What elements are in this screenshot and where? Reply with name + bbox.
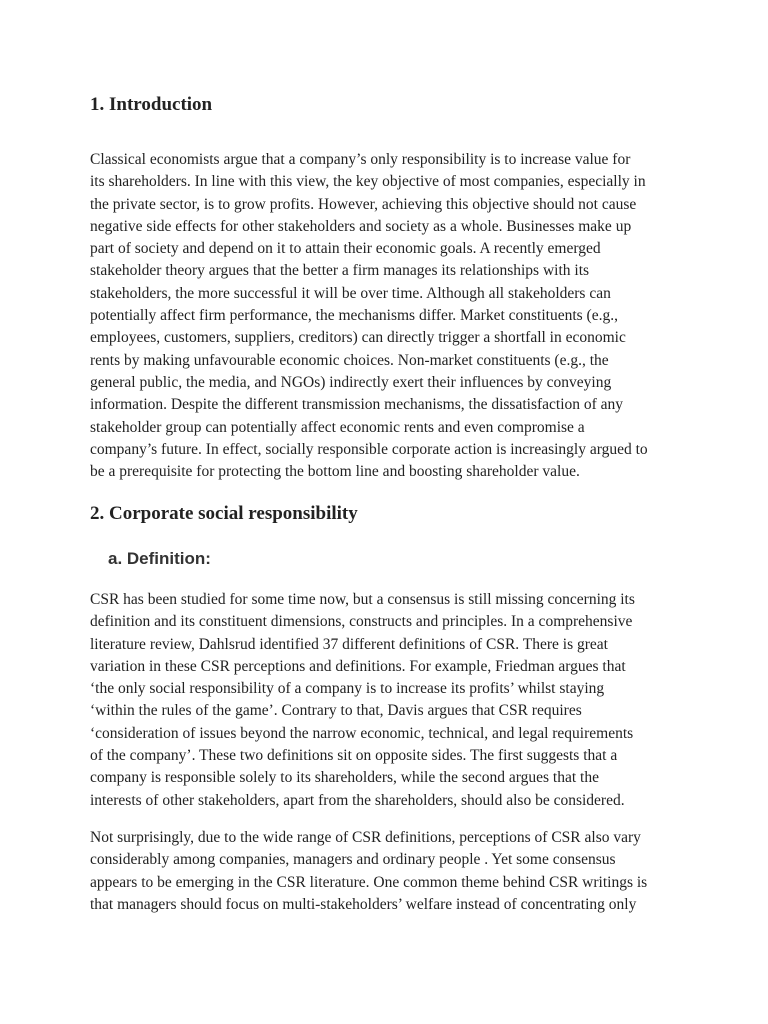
- paragraph-line: of the company’. These two definitions sit on opposite sides. The first suggests that a: [90, 747, 618, 765]
- paragraph-line: employees, customers, suppliers, creditors) can directly trigger a shortfall in economic: [90, 329, 626, 347]
- paragraph-line: general public, the media, and NGOs) indirectly exert their influences by conveying: [90, 373, 612, 391]
- paragraph-line: potentially affect firm performance, the mechanisms differ. Market constituents (e.g.,: [90, 307, 618, 325]
- paragraph-line: that managers should focus on multi-stakeholders’ welfare instead of concentrating only: [90, 895, 637, 913]
- paragraph-line: part of society and depend on it to attain their economic goals. A recently emerged: [90, 240, 601, 258]
- paragraph-line: variation in these CSR perceptions and definitions. For example, Friedman argues that: [90, 657, 626, 675]
- section-heading-csr: 2. Corporate social responsibility: [90, 503, 358, 524]
- paragraph-line: ‘the only social responsibility of a company is to increase its profits’ whilst staying: [90, 680, 605, 698]
- paragraph-line: literature review, Dahlsrud identified 37 different definitions of CSR. There is great: [90, 635, 608, 653]
- paragraph-line: appears to be emerging in the CSR literature. One common theme behind CSR writings is: [90, 873, 648, 891]
- paragraph-line: negative side effects for other stakeholders and society as a whole. Businesses make up: [90, 217, 632, 235]
- paragraph-line: its shareholders. In line with this view, the key objective of most companies, especially in: [90, 173, 646, 191]
- paragraph-line: be a prerequisite for protecting the bottom line and boosting shareholder value.: [90, 463, 580, 481]
- paragraph-line: CSR has been studied for some time now, but a consensus is still missing concerning its: [90, 591, 635, 608]
- paragraph-line: ‘within the rules of the game’. Contrary to that, Davis argues that CSR requires: [90, 702, 582, 720]
- introduction-paragraph: [90, 149, 690, 483]
- paragraph-line: company’s future. In effect, socially responsible corporate action is increasingly argued to: [90, 440, 648, 458]
- section-heading-introduction: 1. Introduction: [90, 94, 213, 115]
- definition-paragraph-2: [90, 827, 690, 916]
- paragraph-line: Not surprisingly, due to the wide range of CSR definitions, perceptions of CSR also vary: [90, 829, 641, 846]
- paragraph-line: stakeholder group can potentially affect economic rents and even compromise a: [90, 418, 585, 436]
- paragraph-line: the private sector, is to grow profits. However, achieving this objective should not cause: [90, 195, 637, 213]
- subsection-heading-definition: a. Definition:: [108, 549, 211, 568]
- paragraph-line: stakeholders, the more successful it will be over time. Although all stakeholders can: [90, 284, 611, 302]
- paragraph-line: ‘consideration of issues beyond the narrow economic, technical, and legal requirements: [90, 724, 634, 742]
- paragraph-line: rents by making unfavourable economic choices. Non-market constituents (e.g., the: [90, 351, 609, 369]
- paragraph-line: definition and its constituent dimensions, constructs and principles. In a comprehensive: [90, 613, 633, 631]
- paragraph-line: Classical economists argue that a company’s only responsibility is to increase value for: [90, 151, 631, 168]
- paragraph-line: considerably among companies, managers and ordinary people . Yet some consensus: [90, 851, 616, 869]
- definition-paragraph-1: [90, 589, 690, 812]
- paragraph-line: stakeholder theory argues that the better a firm manages its relationships with its: [90, 262, 590, 280]
- paragraph-line: interests of other stakeholders, apart from the shareholders, should also be considered.: [90, 791, 625, 809]
- paragraph-line: information. Despite the different transmission mechanisms, the dissatisfaction of any: [90, 396, 624, 414]
- paragraph-line: company is responsible solely to its shareholders, while the second argues that the: [90, 769, 599, 787]
